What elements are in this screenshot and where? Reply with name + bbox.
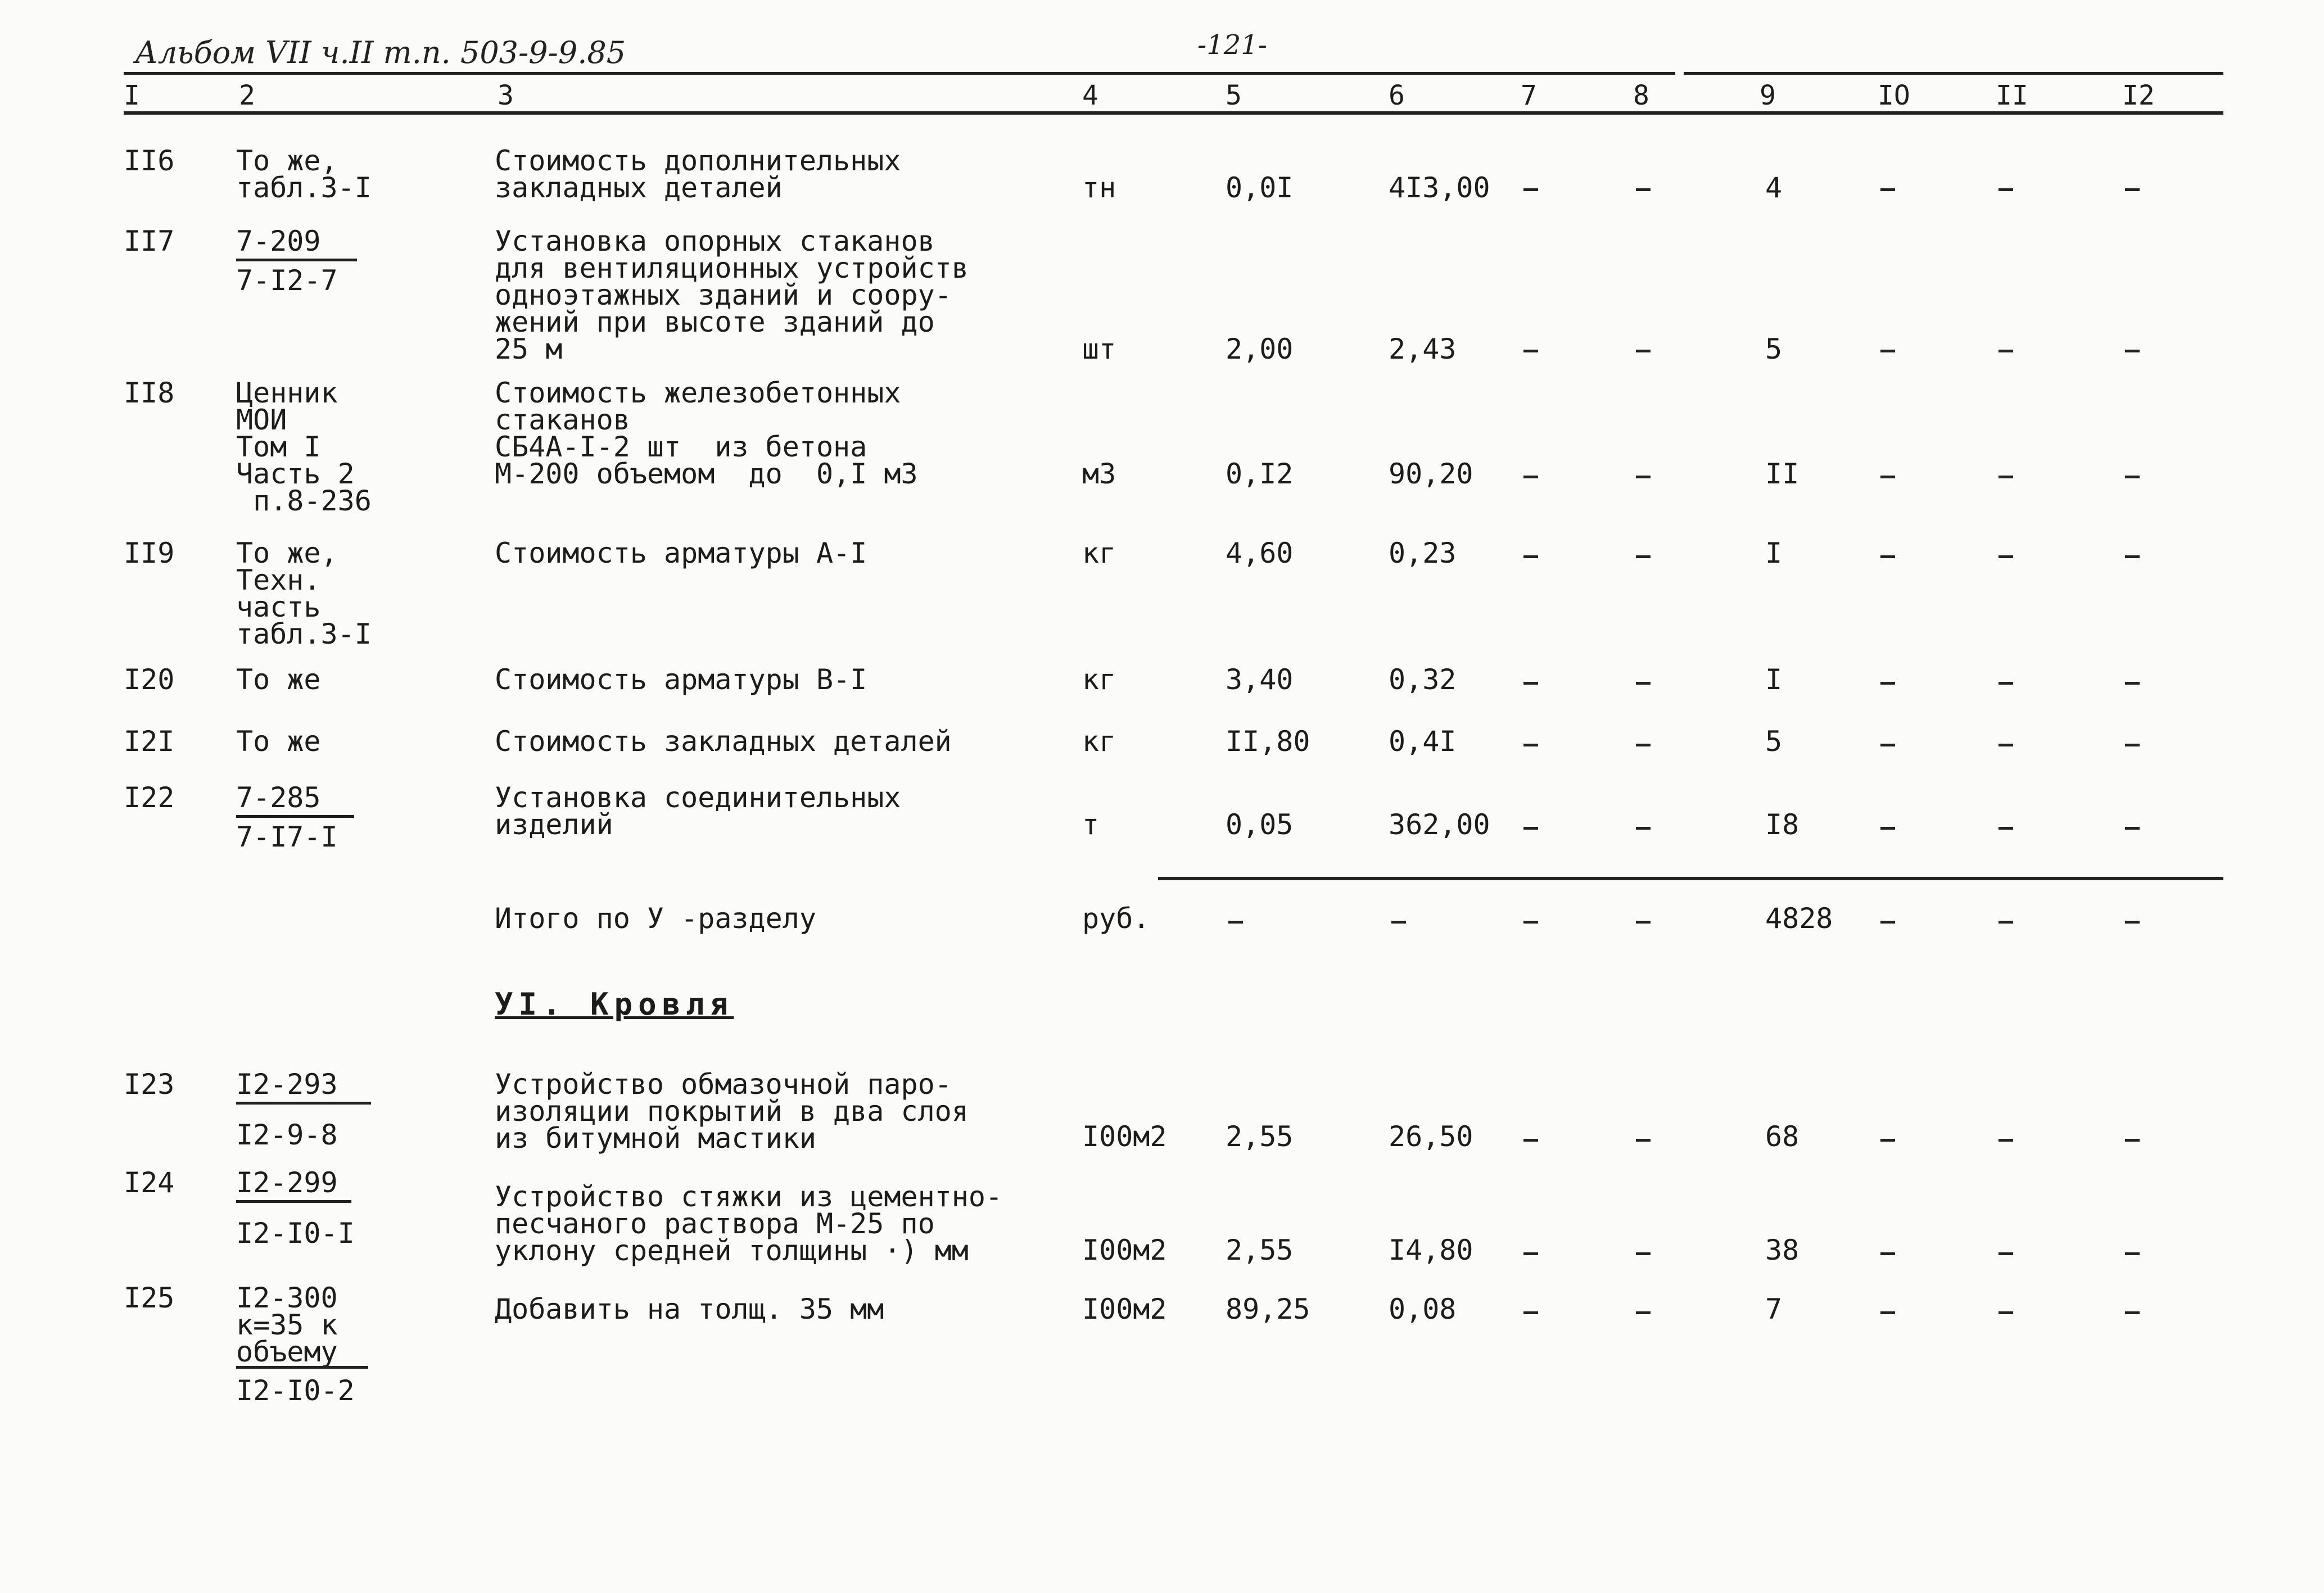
row-unit: I00м2 (1082, 1234, 1167, 1266)
row-number: I25 (124, 1282, 175, 1314)
row-number: I20 (124, 663, 175, 696)
row-number: I22 (124, 781, 175, 814)
code-fraction-line (236, 1200, 351, 1203)
row-col10-dash (1880, 555, 1895, 558)
row-quantity: 0,05 (1226, 808, 1294, 841)
row-code: I2-300 к=35 к объему (236, 1282, 338, 1368)
row-total-cost: I8 (1765, 808, 1799, 841)
row-total-cost: 5 (1765, 333, 1783, 365)
col-head-8: 8 (1633, 80, 1649, 111)
row-quantity: 2,55 (1226, 1120, 1294, 1153)
row-col10-dash (1880, 1311, 1895, 1314)
row-col12-dash (2125, 1139, 2140, 1142)
section-title: УI. Кровля (495, 986, 734, 1022)
row-code: I2-299 (236, 1166, 338, 1199)
col-head-1: I (124, 80, 140, 111)
row-code: Ценник МОИ Том I Часть 2 п.8-236 (236, 377, 372, 517)
top-rule-right (1684, 72, 2223, 75)
row-code: I2-293 (236, 1068, 338, 1101)
row-col10-dash (1880, 827, 1895, 830)
row-col11-dash (1999, 555, 2013, 558)
subtotal-qty-dash (1228, 921, 1243, 924)
row-col10-dash (1880, 744, 1895, 746)
row-col8-dash (1636, 682, 1651, 685)
col-head-10: IO (1878, 80, 1910, 111)
row-col7-dash (1523, 188, 1538, 191)
row-number: I2I (124, 725, 175, 758)
row-quantity: 4,60 (1226, 537, 1294, 569)
row-quantity: 0,0I (1226, 171, 1294, 204)
row-code-denominator: I2-9-8 (236, 1119, 338, 1151)
row-col11-dash (1999, 744, 2013, 746)
row-col7-dash (1523, 1252, 1538, 1255)
col-head-4: 4 (1082, 80, 1098, 111)
row-description: Стоимость арматуры А-I (495, 537, 867, 569)
row-col11-dash (1999, 1139, 2013, 1142)
row-number: I23 (124, 1068, 175, 1101)
row-code: 7-209 (236, 225, 321, 257)
row-quantity: 89,25 (1226, 1293, 1310, 1325)
code-fraction-line (236, 1102, 371, 1105)
row-unit-price: 0,4I (1389, 725, 1457, 758)
row-unit-price: I4,80 (1389, 1234, 1473, 1266)
row-col7-dash (1523, 555, 1538, 558)
col-head-12: I2 (2122, 80, 2155, 111)
row-col12-dash (2125, 1252, 2140, 1255)
row-unit-price: 0,23 (1389, 537, 1457, 569)
row-col11-dash (1999, 1252, 2013, 1255)
row-unit-price: 0,32 (1389, 663, 1457, 696)
row-unit: I00м2 (1082, 1293, 1167, 1325)
row-code: То же (236, 725, 321, 758)
row-code: То же, Техн. часть табл.3-I (236, 537, 372, 650)
row-col12-dash (2125, 827, 2140, 830)
row-unit-price: 26,50 (1389, 1120, 1473, 1153)
row-col11-dash (1999, 1311, 2013, 1314)
subtotal-total: 4828 (1765, 902, 1833, 935)
row-number: II6 (124, 144, 175, 177)
row-code: То же (236, 663, 321, 696)
row-total-cost: I (1765, 663, 1783, 696)
row-col12-dash (2125, 1311, 2140, 1314)
row-unit: шт (1082, 333, 1116, 365)
row-col11-dash (1999, 188, 2013, 191)
row-number: II9 (124, 537, 175, 569)
row-total-cost: 68 (1765, 1120, 1799, 1153)
row-description: Установка соединительных изделий (495, 781, 901, 841)
row-col10-dash (1880, 188, 1895, 191)
row-col12-dash (2125, 555, 2140, 558)
row-col7-dash (1523, 682, 1538, 685)
row-quantity: 3,40 (1226, 663, 1294, 696)
row-unit: м3 (1082, 458, 1116, 490)
code-fraction-line (236, 815, 354, 818)
header-rule (124, 111, 2223, 115)
row-col8-dash (1636, 1139, 1651, 1142)
col-head-3: 3 (498, 80, 514, 111)
row-unit-price: 90,20 (1389, 458, 1473, 490)
row-description: Стоимость закладных деталей (495, 725, 952, 758)
row-unit-price: 2,43 (1389, 333, 1457, 365)
row-col12-dash (2125, 682, 2140, 685)
subtotal-col8-dash (1636, 921, 1651, 924)
row-code-denominator: 7-I7-I (236, 821, 338, 853)
row-unit-price: 0,08 (1389, 1293, 1457, 1325)
row-quantity: 2,55 (1226, 1234, 1294, 1266)
row-col8-dash (1636, 744, 1651, 746)
row-code-denominator: I2-I0-I (236, 1217, 355, 1250)
row-col7-dash (1523, 1139, 1538, 1142)
code-fraction-line (236, 259, 357, 261)
row-col12-dash (2125, 744, 2140, 746)
row-unit: кг (1082, 663, 1116, 696)
row-description: Установка опорных стаканов для вентиляционных устройств одноэтажных зданий и соору- жений при высоте зданий до 25 м (495, 225, 969, 365)
row-unit: кг (1082, 537, 1116, 569)
row-col11-dash (1999, 476, 2013, 478)
row-description: Стоимость дополнительных закладных деталей (495, 144, 901, 204)
row-unit: I00м2 (1082, 1120, 1167, 1153)
row-total-cost: 4 (1765, 171, 1783, 204)
row-code: То же, табл.3-I (236, 144, 372, 204)
page-number: -121- (1197, 29, 1268, 61)
row-col10-dash (1880, 682, 1895, 685)
row-quantity: 2,00 (1226, 333, 1294, 365)
row-unit: кг (1082, 725, 1116, 758)
subtotal-unit: руб. (1082, 902, 1150, 935)
row-description: Добавить на толщ. 35 мм (495, 1293, 884, 1325)
row-quantity: II,80 (1226, 725, 1310, 758)
row-col7-dash (1523, 1311, 1538, 1314)
row-total-cost: I (1765, 537, 1783, 569)
col-head-7: 7 (1521, 80, 1537, 111)
row-total-cost: 7 (1765, 1293, 1783, 1325)
row-number: I24 (124, 1166, 175, 1199)
col-head-5: 5 (1226, 80, 1242, 111)
row-number: II8 (124, 377, 175, 409)
row-col8-dash (1636, 1252, 1651, 1255)
row-col12-dash (2125, 476, 2140, 478)
subtotal-col11-dash (1999, 921, 2013, 924)
row-col8-dash (1636, 555, 1651, 558)
subtotal-col10-dash (1880, 921, 1895, 924)
row-col8-dash (1636, 188, 1651, 191)
row-unit: т (1082, 808, 1100, 841)
row-description: Стоимость железобетонных стаканов СБ4А-I-2 шт из бетона М-200 объемом до 0,I м3 (495, 377, 918, 490)
col-head-2: 2 (239, 80, 255, 111)
row-total-cost: II (1765, 458, 1799, 490)
row-unit-price: 4I3,00 (1389, 171, 1490, 204)
subtotal-col12-dash (2125, 921, 2140, 924)
row-col11-dash (1999, 827, 2013, 830)
row-col12-dash (2125, 350, 2140, 352)
row-col7-dash (1523, 744, 1538, 746)
row-col10-dash (1880, 476, 1895, 478)
row-description: Стоимость арматуры В-I (495, 663, 867, 696)
row-col10-dash (1880, 1252, 1895, 1255)
row-code: 7-285 (236, 781, 321, 814)
row-unit: тн (1082, 171, 1116, 204)
row-col10-dash (1880, 350, 1895, 352)
row-col8-dash (1636, 827, 1651, 830)
row-total-cost: 5 (1765, 725, 1783, 758)
subtotal-price-dash (1391, 921, 1406, 924)
col-head-9: 9 (1760, 80, 1776, 111)
row-description: Устройство обмазочной паро- изоляции покрытий в два слоя из битумной мастики (495, 1068, 969, 1155)
row-quantity: 0,I2 (1226, 458, 1294, 490)
row-total-cost: 38 (1765, 1234, 1799, 1266)
row-col8-dash (1636, 350, 1651, 352)
row-description: Устройство стяжки из цементно- песчаного раствора М-25 по уклону средней толщины ·) мм (495, 1180, 1003, 1267)
row-col7-dash (1523, 827, 1538, 830)
row-code-denominator: 7-I2-7 (236, 264, 338, 297)
row-unit-price: 362,00 (1389, 808, 1490, 841)
row-col10-dash (1880, 1139, 1895, 1142)
row-col7-dash (1523, 476, 1538, 478)
code-fraction-line (236, 1366, 368, 1369)
row-col12-dash (2125, 188, 2140, 191)
row-col8-dash (1636, 1311, 1651, 1314)
row-col11-dash (1999, 682, 2013, 685)
album-reference: Альбом VII ч.II т.п. 503-9-9.85 (135, 35, 626, 70)
row-code-denominator: I2-I0-2 (236, 1374, 355, 1407)
top-rule-left (124, 72, 1675, 75)
row-col8-dash (1636, 476, 1651, 478)
subtotal-label: Итого по У -разделу (495, 902, 816, 935)
row-col7-dash (1523, 350, 1538, 352)
row-number: II7 (124, 225, 175, 257)
col-head-6: 6 (1389, 80, 1405, 111)
col-head-11: II (1996, 80, 2028, 111)
subtotal-rule (1158, 877, 2223, 880)
subtotal-col7-dash (1523, 921, 1538, 924)
row-col11-dash (1999, 350, 2013, 352)
